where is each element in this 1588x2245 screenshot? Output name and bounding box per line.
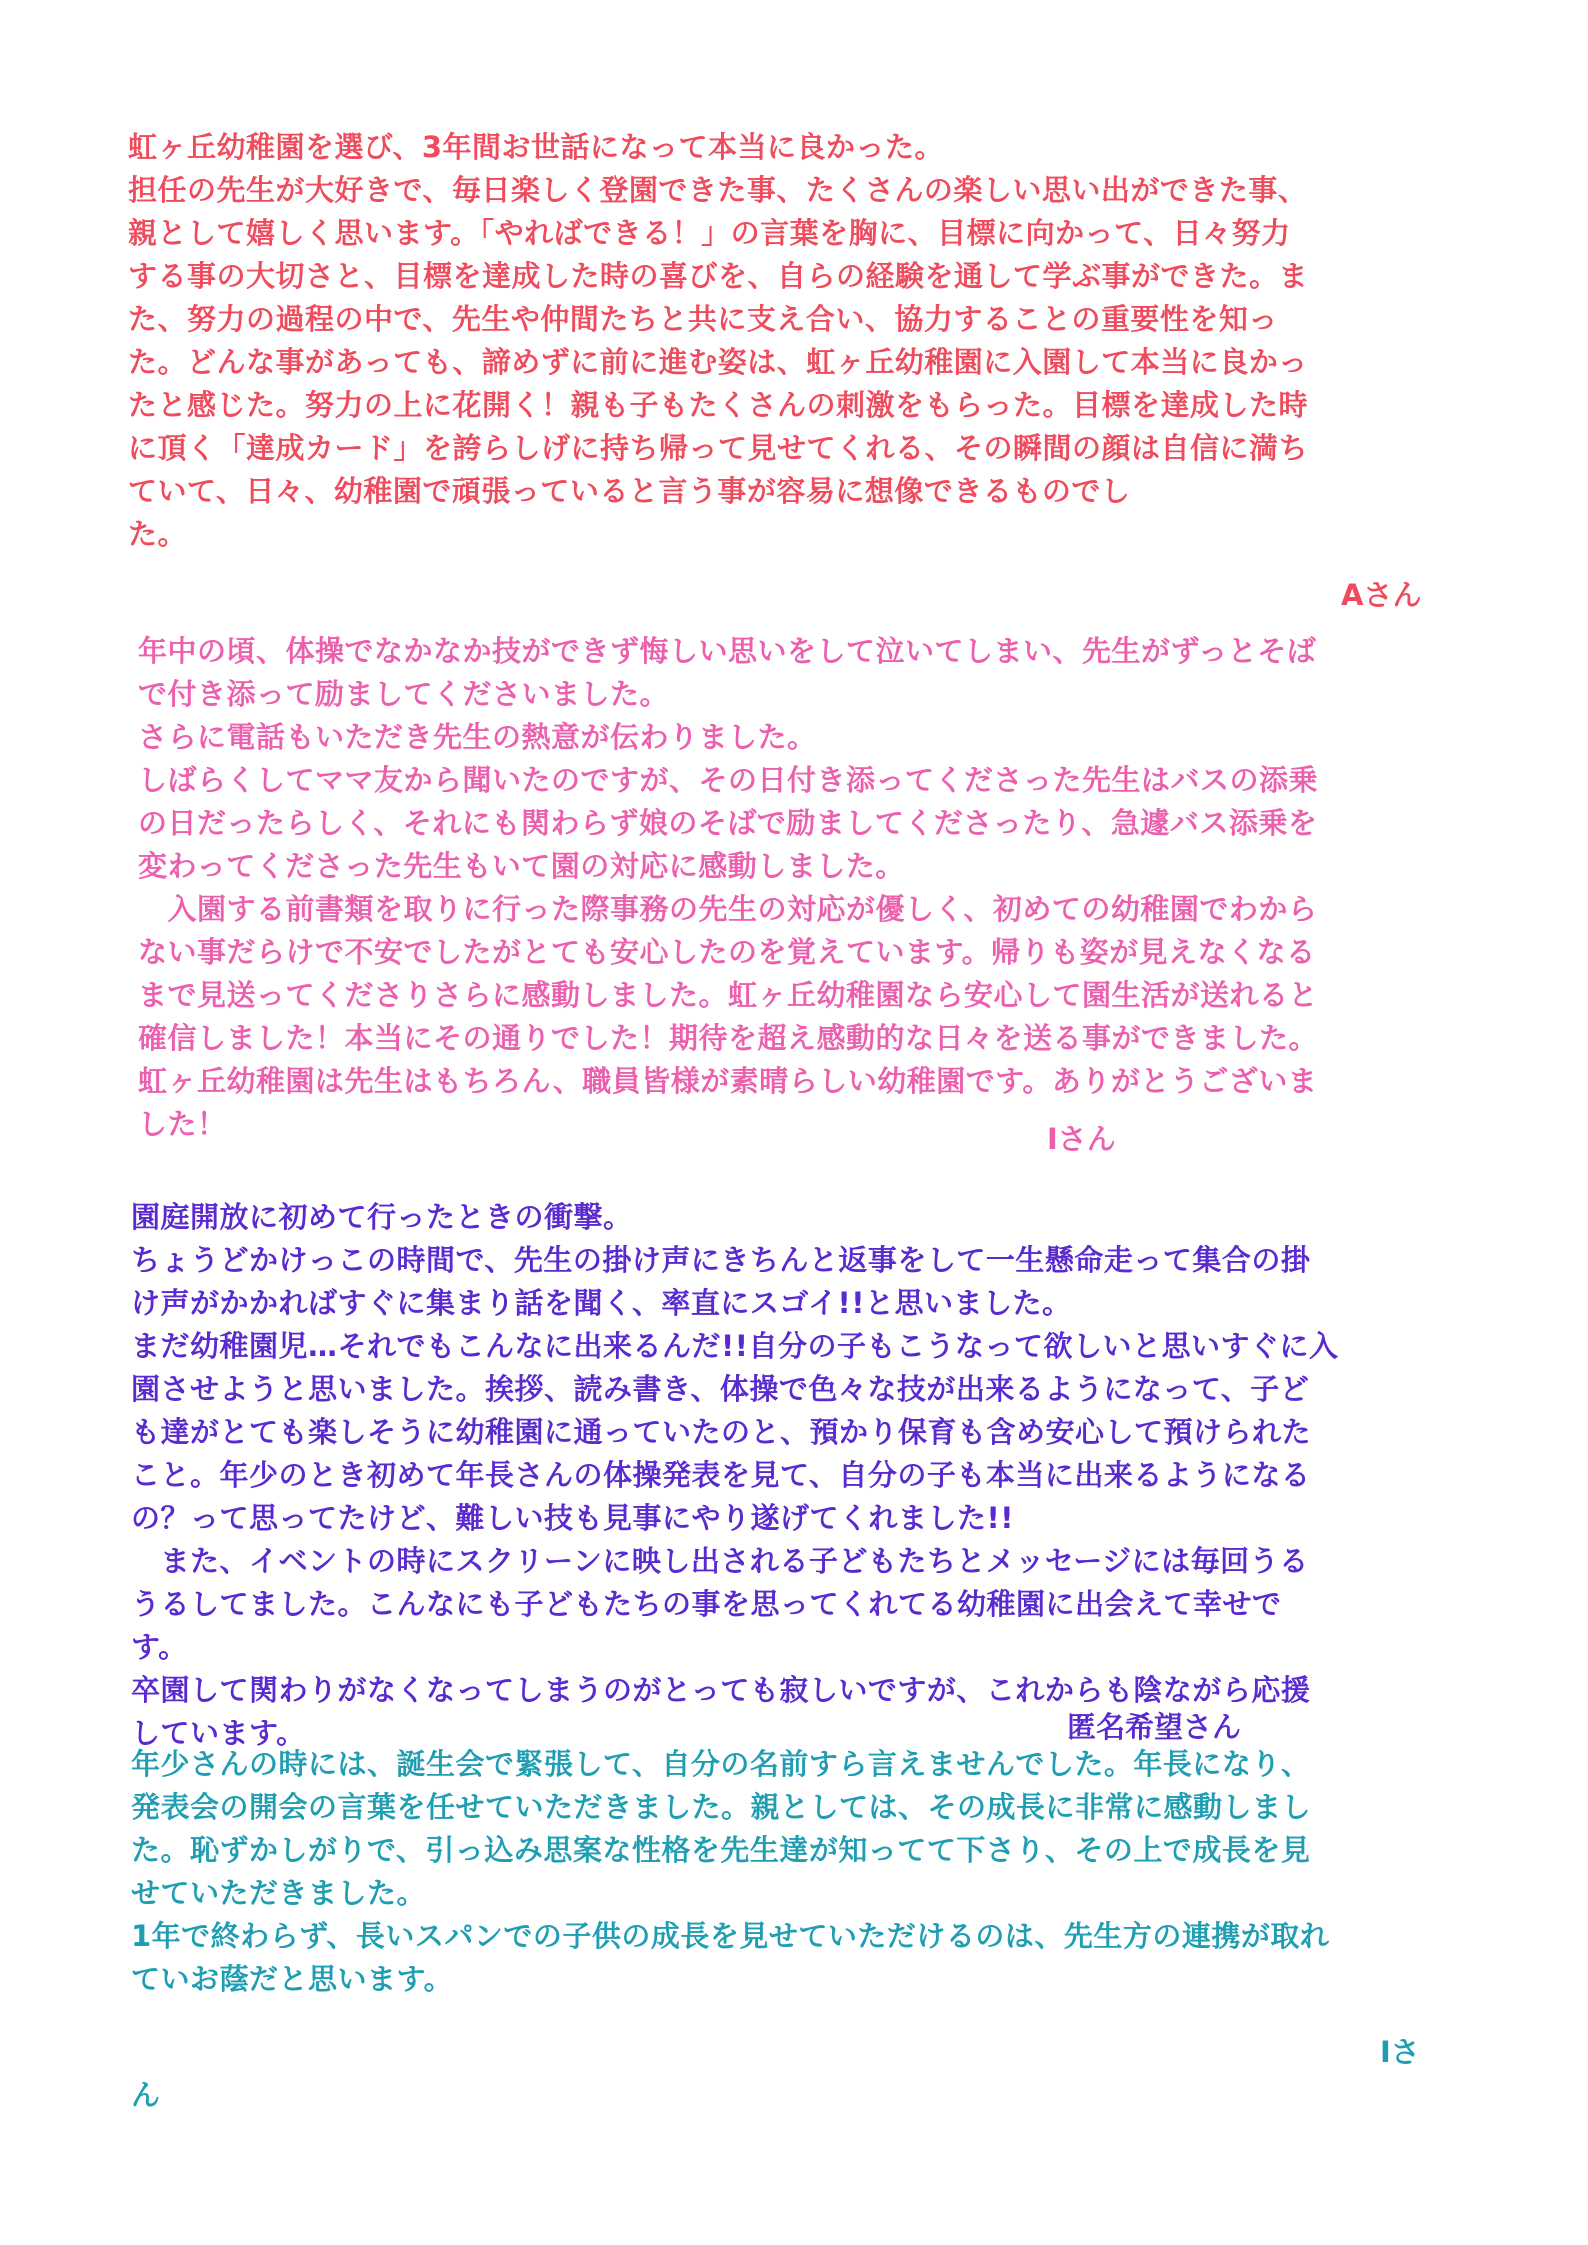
text-line: せていただきました。 [131,1876,427,1910]
signature-i-second-continued: ん [131,2078,161,2112]
testimonial-anonymous [131,1196,1338,1755]
signature-i: Iさん [1047,1122,1116,1156]
text-line: 園庭開放に初めて行ったときの衝撃。 [131,1200,633,1234]
testimonial-i-second [131,1743,1329,2001]
text-line: け声がかかればすぐに集まり話を聞く、率直にスゴイ!!と思いました。 [131,1286,1072,1320]
text-line: た。恥ずかしがりで、引っ込み思案な性格を先生達が知ってて下さり、その上で成長を見 [131,1833,1311,1867]
text-line: 虹ヶ丘幼稚園を選び、3年間お世話になって本当に良かった。 [128,130,945,164]
text-line: 親として嬉しく思います。「やればできる！」の言葉を胸に、目標に向かって、日々努力 [128,216,1291,250]
text-line: うるしてました。こんなにも子どもたちの事を思ってくれてる幼稚園に出会えて幸せで [131,1587,1282,1621]
text-line: に頂く「達成カード」を誇らしげに持ち帰って見せてくれる、その瞬間の顔は自信に満ち [128,431,1309,465]
text-line: ていお蔭だと思います。 [131,1962,454,1996]
text-line: しばらくしてママ友から聞いたのですが、その日付き添ってくださった先生はバスの添乗 [138,763,1319,797]
text-line: 卒園して関わりがなくなってしまうのがとっても寂しいですが、これからも陰ながら応援 [131,1673,1311,1707]
text-line: 虹ヶ丘幼稚園は先生はもちろん、職員皆様が素晴らしい幼稚園です。ありがとうございま [138,1064,1318,1098]
text-line: した！ [138,1107,227,1141]
text-line: ない事だらけで不安でしたがとても安心したのを覚えています。帰りも姿が見えなくなる [138,935,1316,969]
text-line: ちょうどかけっこの時間で、先生の掛け声にきちんと返事をして一生懸命走って集合の掛 [131,1243,1311,1277]
text-line: たと感じた。努力の上に花開く！親も子もたくさんの刺激をもらった。目標を達成した時 [128,388,1309,422]
text-line: す。 [131,1630,188,1664]
text-line: で付き添って励ましてくださいました。 [138,677,670,711]
text-line: 年中の頃、体操でなかなか技ができず悔しい思いをして泣いてしまい、先生がずっとそば [138,634,1317,668]
signature-a: Aさん [1341,578,1422,612]
text-line: 園させようと思いました。挨拶、読み書き、体操で色々な技が出来るようになって、子ど [131,1372,1310,1406]
text-line: の日だったらしく、それにも関わらず娘のそばで励ましてくださったり、急遽バス添乗を [138,806,1318,840]
text-line: の？って思ってたけど、難しい技も見事にやり遂げてくれました!! [131,1501,1014,1535]
text-line: まだ幼稚園児…それでもこんなに出来るんだ!!自分の子もこうなって欲しいと思いすぐに入 [131,1329,1339,1363]
text-line: こと。年少のとき初めて年長さんの体操発表を見て、自分の子も本当に出来るようになる [131,1458,1311,1492]
testimonial-a [128,126,1308,556]
text-line: 確信しました！本当にその通りでした！期待を超え感動的な日々を送る事ができました。 [138,1021,1319,1055]
text-line: た。どんな事があっても、諦めずに前に進む姿は、虹ヶ丘幼稚園に入園して本当に良かっ [128,345,1308,379]
text-line: 担任の先生が大好きで、毎日楽しく登園できた事、たくさんの楽しい思い出ができた事、 [128,173,1308,207]
text-line: 変わってくださった先生もいて園の対応に感動しました。 [138,849,905,883]
text-line: た、努力の過程の中で、先生や仲間たちと共に支え合い、協力することの重要性を知っ [128,302,1278,336]
text-line: た。 [128,517,188,551]
text-line: まで見送ってくださりさらに感動しました。虹ヶ丘幼稚園なら安心して園生活が送れると [138,978,1319,1012]
text-line: 発表会の開会の言葉を任せていただきました。親としては、その成長に非常に感動しまし [131,1790,1312,1824]
text-line: また、イベントの時にスクリーンに映し出される子どもたちとメッセージには毎回うる [131,1544,1309,1578]
text-line: 年少さんの時には、誕生会で緊張して、自分の名前すら言えませんでした。年長になり、 [131,1747,1311,1781]
signature-i-second: Iさ [1380,2035,1420,2069]
text-line: しています。 [131,1716,306,1750]
text-line: さらに電話もいただき先生の熱意が伝わりました。 [138,720,817,754]
text-line: ていて、日々、幼稚園で頑張っていると言う事が容易に想像できるものでし [128,474,1131,508]
text-line: する事の大切さと、目標を達成した時の喜びを、自らの経験を通して学ぶ事ができた。ま [128,259,1309,293]
text-line: 1年で終わらず、長いスパンでの子供の成長を見せていただけるのは、先生方の連携が取れ [131,1919,1330,1953]
text-line: 入園する前書類を取りに行った際事務の先生の対応が優しく、初めての幼稚園でわから [138,892,1318,926]
signature-anonymous: 匿名希望さん [1067,1710,1242,1744]
text-line: も達がとても楽しそうに幼稚園に通っていたのと、預かり保育も含め安心して預けられた [131,1415,1312,1449]
testimonial-i [138,630,1318,1146]
